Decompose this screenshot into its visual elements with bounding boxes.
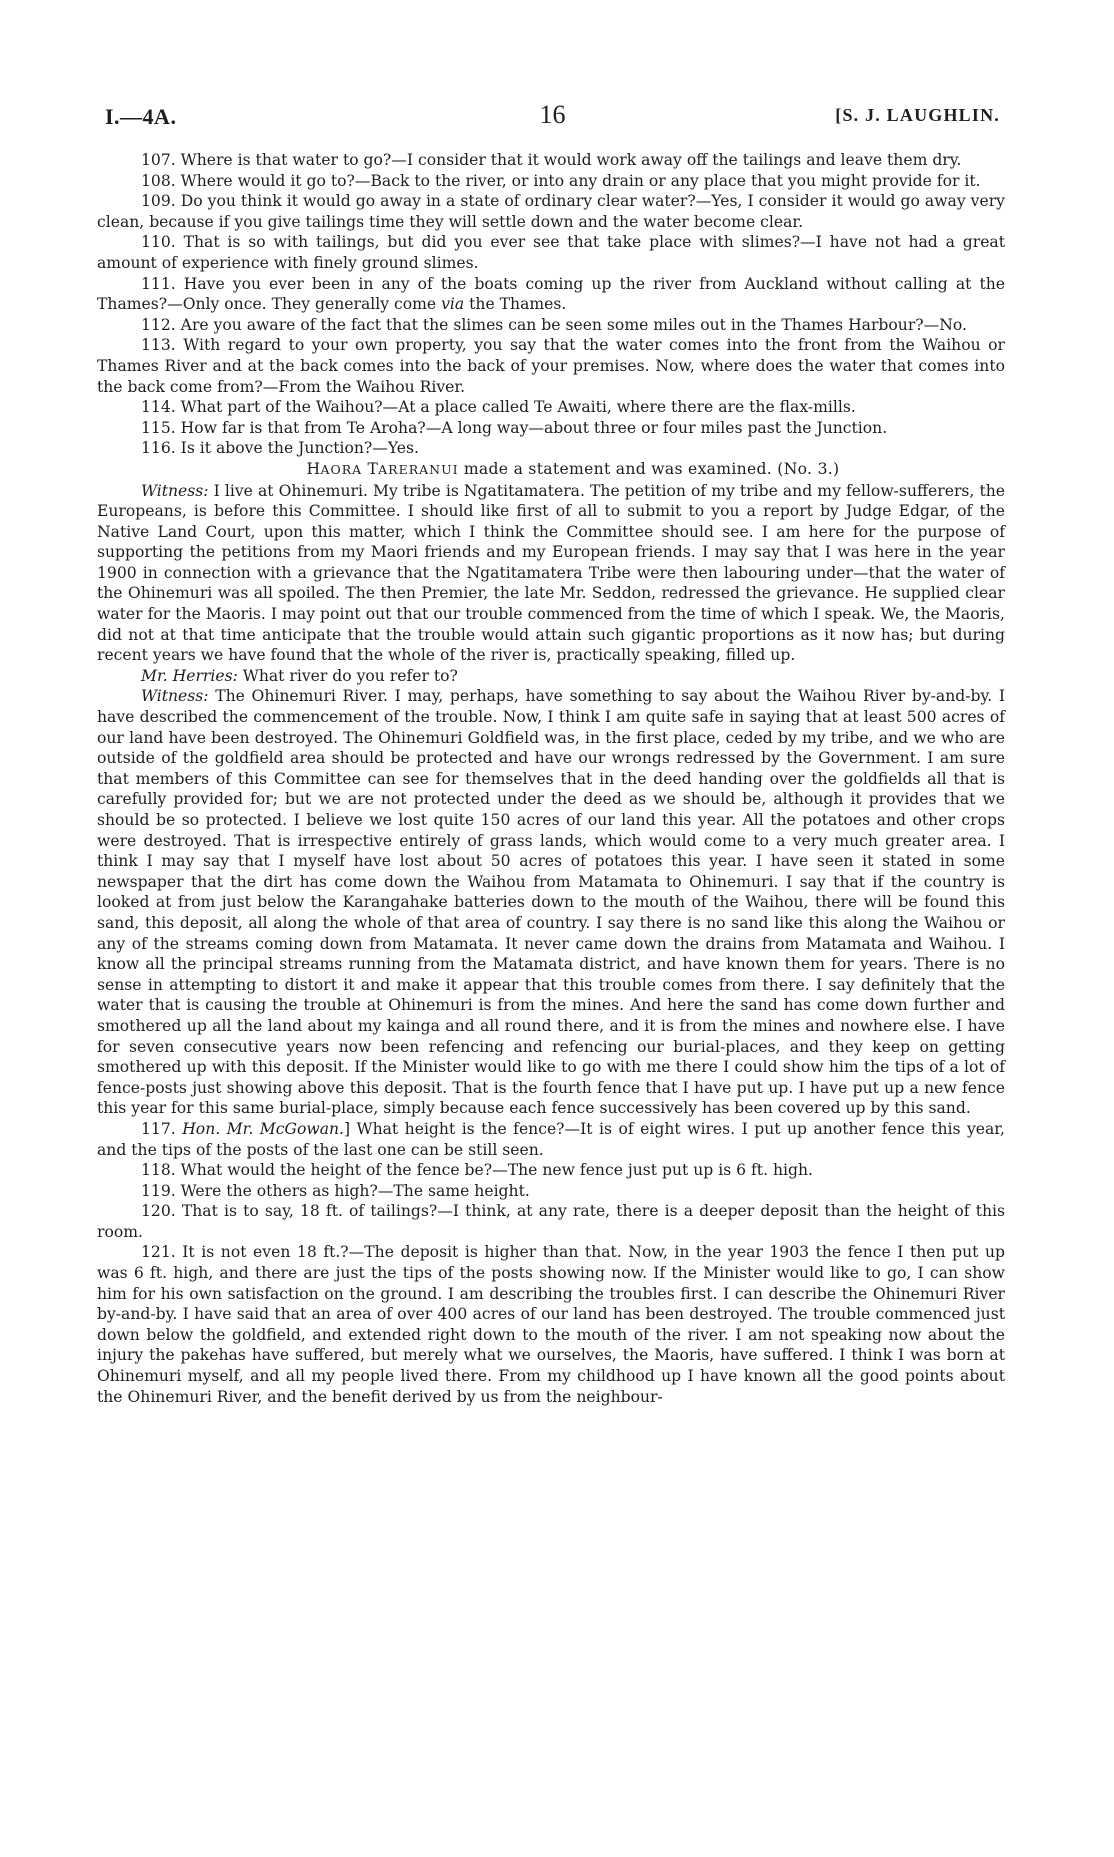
page-number: 16 bbox=[539, 100, 566, 129]
witness-label-2: Witness: bbox=[141, 687, 209, 706]
herries-question bbox=[97, 666, 1005, 687]
question-111-text-a: 111. Have you ever been in any of the boats coming up the river from Auckland without calling at the Thames?—Only once. They generally come bbox=[97, 274, 1005, 314]
question-108: 108. Where would it go to?—Back to the river, or into any drain or any place that you might provide for it. bbox=[141, 171, 981, 190]
question-117-speaker: Hon. Mr. McGowan. bbox=[182, 1119, 344, 1138]
witness-answer-text: The Ohinemuri River. I may, perhaps, have something to say about the Waihou River by-and-by. I have described the commencement of the trouble. Now, I think I am quite safe in saying that at least 500 acres of our land have been destroyed. The Ohinemuri Goldfield was, in the first place, ceded by my tribe, and we who are outside of the goldfield area should be protected and have our wrongs redressed by the Government. I am sure that members of this Committee can see for themselves that in the deed handing over the goldfields all that is carefully provided for; but we are not protected under the deed as we should be, although it provides that we should be so protected. I believe we lost quite 150 acres of our land this year. All the potatoes and other crops were destroyed. That is irrespective entirely of grass lands, which would come to a very much greater area. I think I may say that I myself have lost about 50 acres of potatoes this year. I have seen it stated in some newspaper that the dirt has come down the Waihou from Matamata to Ohinemuri. I say that if the country is looked at from just below the Karangahake batteries down to the mouth of the Waihou, there will be found this sand, this deposit, all along the whole of that area of country. I say there is no sand like this along the Waihou or any of the streams coming down from Matamata. It never came down the drains from Matamata and Waihou. I know all the principal streams running from the Matamata district, and have known them for years. There is no sense in attempting to distort it and make it appear that this trouble comes from there. I say definitely that the water that is causing the trouble at Ohinemuri is from the mines. And here the sand has come down further and smothered up all the land about my kainga and all round there, and it is from the mines and nowhere else. I have for seven consecutive years now been refencing and refencing our burial-places, and they keep on getting smothered up with this deposit. If the Minister would like to go with me there I could show him the tips of a lot of fence-posts just showing above this deposit. That is the fourth fence that I have put up. I have put up a new fence this year for this same burial-place, simply because each fence successively has been covered up by this sand. bbox=[97, 687, 1005, 1118]
heading-name-sc-2: ARERANUI bbox=[378, 461, 459, 477]
herries-question-text: What river do you refer to? bbox=[237, 666, 458, 685]
question-109: 109. Do you think it would go away in a state of ordinary clear water?—Yes, I consider it would go away very clean, because if you give tailings time they will settle down and the water become clear. bbox=[97, 192, 1005, 231]
heading-name-initial-2: T bbox=[367, 459, 379, 478]
heading-rest: made a statement and was examined. (No. 3.) bbox=[458, 459, 840, 478]
paper-reference: I.—4A. bbox=[105, 104, 177, 129]
heading-name-initial-1: H bbox=[306, 459, 321, 478]
question-115: 115. How far is that from Te Aroha?—A long way—about three or four miles past the Junction. bbox=[141, 418, 888, 437]
question-116: 116. Is it above the Junction?—Yes. bbox=[141, 439, 419, 458]
question-118: 118. What would the height of the fence be?—The new fence just put up is 6 ft. high. bbox=[141, 1161, 814, 1180]
question-117-number: 117. bbox=[141, 1119, 183, 1138]
question-117 bbox=[97, 1119, 1005, 1160]
page-header bbox=[105, 100, 1000, 130]
question-114: 114. What part of the Waihou?—At a place called Te Awaiti, where there are the flax-mills. bbox=[141, 398, 856, 417]
body-text bbox=[97, 150, 1005, 1407]
question-120: 120. That is to say, 18 ft. of tailings?—I think, at any rate, there is a deeper deposit than the height of this room. bbox=[97, 1202, 1005, 1241]
question-117-text: ] What height is the fence?—It is of eight wires. I put up another fence this year, and the tips of the posts of the last one can be still seen. bbox=[97, 1119, 1005, 1159]
witness-statement-text: I live at Ohinemuri. My tribe is Ngatitamatera. The petition of my tribe and my fellow-sufferers, the Europeans, is before this Committee. I should like first of all to submit to you a report by Judge Edgar, of the Native Land Court, upon this matter, which I think the Committee should see. I am here for the purpose of supporting the petitions from my Maori friends and my European friends. I may say that I was here in the year 1900 in connection with a grievance that the Ngatitamatera Tribe were then labouring under—that the water of the Ohinemuri was all spoiled. The then Premier, the late Mr. Seddon, redressed the grievance. He supplied clear water for the Maoris. I may point out that our trouble commenced from the time of which I speak. We, the Maoris, did not at that time anticipate that the trouble would attain such gigantic proportions as it now has; but during recent years we have found that the whole of the river is, practically speaking, filled up. bbox=[97, 481, 1005, 665]
witness-label: Witness: bbox=[141, 481, 209, 500]
question-110: 110. That is so with tailings, but did you ever see that take place with slimes?—I have not had a great amount of experience with finely ground slimes. bbox=[97, 233, 1005, 272]
question-107: 107. Where is that water to go?—I consider that it would work away off the tailings and leave them dry. bbox=[141, 151, 962, 169]
witness-running-head: [S. J. LAUGHLIN. bbox=[835, 105, 1000, 125]
question-111-via: via bbox=[441, 295, 465, 314]
witness-statement bbox=[97, 481, 1005, 666]
witness-answer bbox=[97, 686, 1005, 1118]
herries-label: Mr. Herries: bbox=[141, 666, 238, 685]
question-111-text-b: the Thames. bbox=[464, 295, 567, 314]
heading-name-sc-1: AORA bbox=[320, 461, 363, 477]
question-111 bbox=[97, 274, 1005, 315]
question-121: 121. It is not even 18 ft.?—The deposit is higher than that. Now, in the year 1903 the fence I then put up was 6 ft. high, and there are just the tips of the posts showing now. If the Minister would like to go, I can show him for his own satisfaction on the ground. I am describing the troubles first. I can describe the Ohinemuri River by-and-by. I have said that an area of over 400 acres of our land has been destroyed. The trouble commenced just down below the goldfield, and extended right down to the mouth of the river. I am not speaking now about the injury the pakehas have suffered, but merely what we ourselves, the Maoris, have suffered. I think I was born at Ohinemuri myself, and all my people lived there. From my childhood up I have known all the good points about the Ohinemuri River, and the benefit derived by us from the neighbour- bbox=[97, 1243, 1005, 1406]
question-113: 113. With regard to your own property, you say that the water comes into the front from the Waihou or Thames River and at the back comes into the back of your premises. Now, where does the water that comes into the back come from?—From the Waihou River. bbox=[97, 336, 1005, 396]
question-119: 119. Were the others as high?—The same height. bbox=[141, 1181, 530, 1200]
section-heading bbox=[97, 459, 1005, 481]
question-112: 112. Are you aware of the fact that the slimes can be seen some miles out in the Thames Harbour?—No. bbox=[141, 315, 967, 334]
